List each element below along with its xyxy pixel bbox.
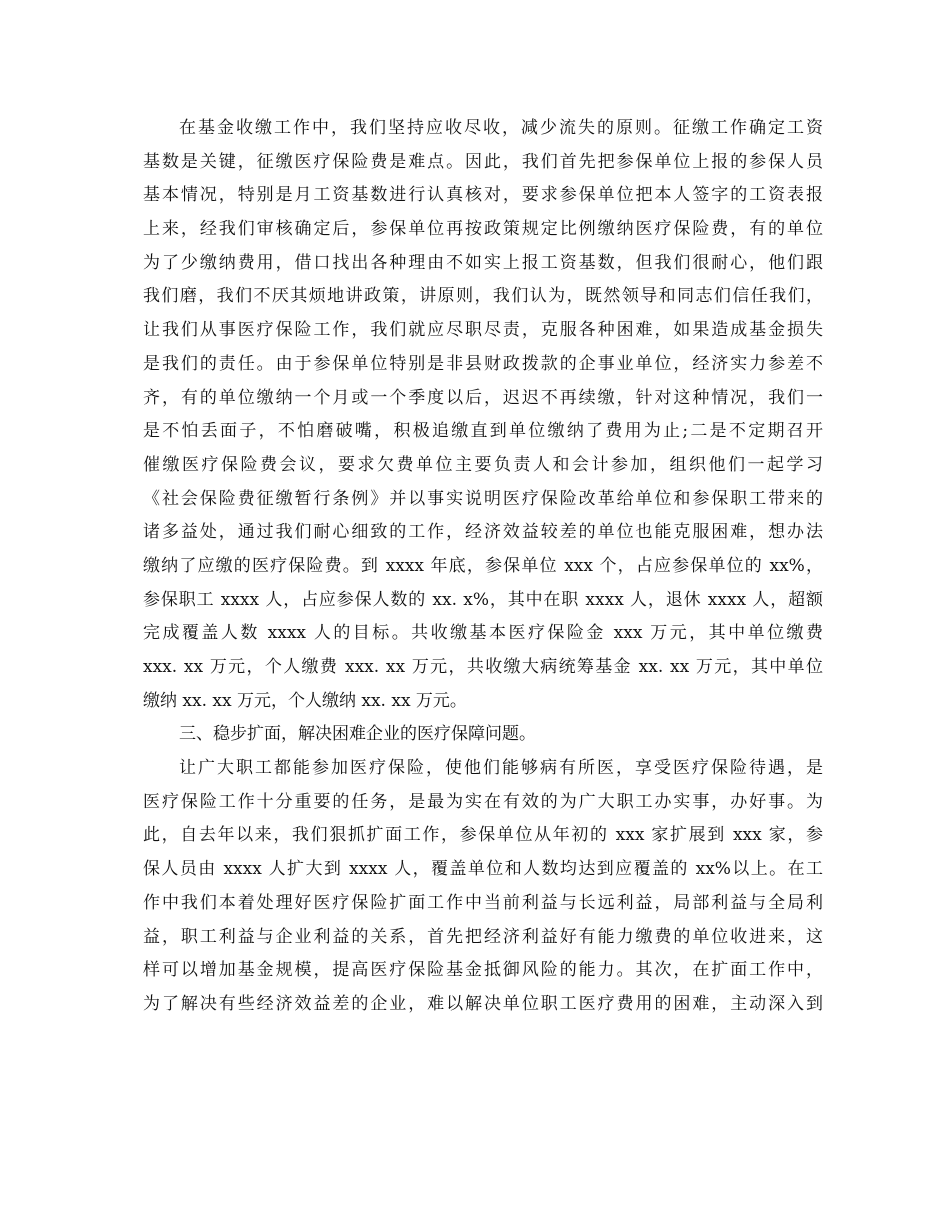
text-line: 齐，有的单位缴纳一个月或一个季度以后，迟迟不再续缴，针对这种情况，我们一 xyxy=(143,387,823,408)
text-line: 为了解决有些经济效益差的企业，难以解决单位职工医疗费用的困难，主动深入到 xyxy=(143,993,823,1014)
section-heading: 三、稳步扩面，解决困难企业的医疗保障问题。 xyxy=(179,724,536,745)
text-line: 是我们的责任。由于参保单位特别是非县财政拨款的企事业单位，经济实力参差不 xyxy=(143,353,823,374)
text-line: 此，自去年以来，我们狠抓扩面工作，参保单位从年初的 xxx 家扩展到 xxx 家，参 xyxy=(143,825,823,846)
text-line: 让我们从事医疗保险工作，我们就应尽职尽责，克服各种困难，如果造成基金损失 xyxy=(143,320,823,341)
text-line: 在基金收缴工作中，我们坚持应收尽收，减少流失的原则。征缴工作确定工资 xyxy=(179,118,823,138)
text-line: xxx. xx 万元，个人缴费 xxx. xx 万元，共收缴大病统筹基金 xx. xx 万元，其中单位 xyxy=(143,657,823,677)
text-line: 《社会保险费征缴暂行条例》并以事实说明医疗保险改革给单位和参保职工带来的 xyxy=(143,488,823,509)
text-line: 保人员由 xxxx 人扩大到 xxxx 人，覆盖单位和人数均达到应覆盖的 xx%以上。在工 xyxy=(143,859,823,880)
text-line: 催缴医疗保险费会议，要求欠费单位主要负责人和会计参加，组织他们一起学习 xyxy=(143,454,823,475)
text-line: 基数是关键，征缴医疗保险费是难点。因此，我们首先把参保单位上报的参保人员 xyxy=(143,151,823,172)
text-line: 益，职工利益与企业利益的关系，首先把经济利益好有能力缴费的单位收进来，这 xyxy=(143,926,823,947)
text-line: 上来，经我们审核确定后，参保单位再按政策规定比例缴纳医疗保险费，有的单位 xyxy=(143,219,823,240)
text-line: 我们磨，我们不厌其烦地讲政策，讲原则，我们认为，既然领导和同志们信任我们， xyxy=(143,286,823,307)
text-line: 作中我们本着处理好医疗保险扩面工作中当前利益与长远利益，局部利益与全局利 xyxy=(143,892,823,913)
text-line: 基本情况，特别是月工资基数进行认真核对，要求参保单位把本人签字的工资表报 xyxy=(143,185,823,206)
text-line: 医疗保险工作十分重要的任务，是最为实在有效的为广大职工办实事，办好事。为 xyxy=(143,791,823,812)
document-body xyxy=(143,112,823,1022)
text-line: 为了少缴纳费用，借口找出各种理由不如实上报工资基数，但我们很耐心，他们跟 xyxy=(143,252,823,273)
text-line: 是不怕丢面子，不怕磨破嘴，积极追缴直到单位缴纳了费用为止;二是不定期召开 xyxy=(143,421,823,442)
text-line: 参保职工 xxxx 人，占应参保人数的 xx. x%，其中在职 xxxx 人，退休 xxxx 人，超额 xyxy=(143,589,823,610)
text-line: 让广大职工都能参加医疗保险，使他们能够病有所医，享受医疗保险待遇，是 xyxy=(179,758,823,779)
text-line: 缴纳 xx. xx 万元，个人缴纳 xx. xx 万元。 xyxy=(143,690,467,711)
text-line: 诸多益处，通过我们耐心细致的工作，经济效益较差的单位也能克服困难，想办法 xyxy=(143,522,823,543)
text-line: 完成覆盖人数 xxxx 人的目标。共收缴基本医疗保险金 xxx 万元，其中单位缴费 xyxy=(143,623,823,644)
text-line: 样可以增加基金规模，提高医疗保险基金抵御风险的能力。其次，在扩面工作中， xyxy=(143,960,823,981)
text-line: 缴纳了应缴的医疗保险费。到 xxxx 年底，参保单位 xxx 个，占应参保单位的 xx%， xyxy=(143,555,823,576)
